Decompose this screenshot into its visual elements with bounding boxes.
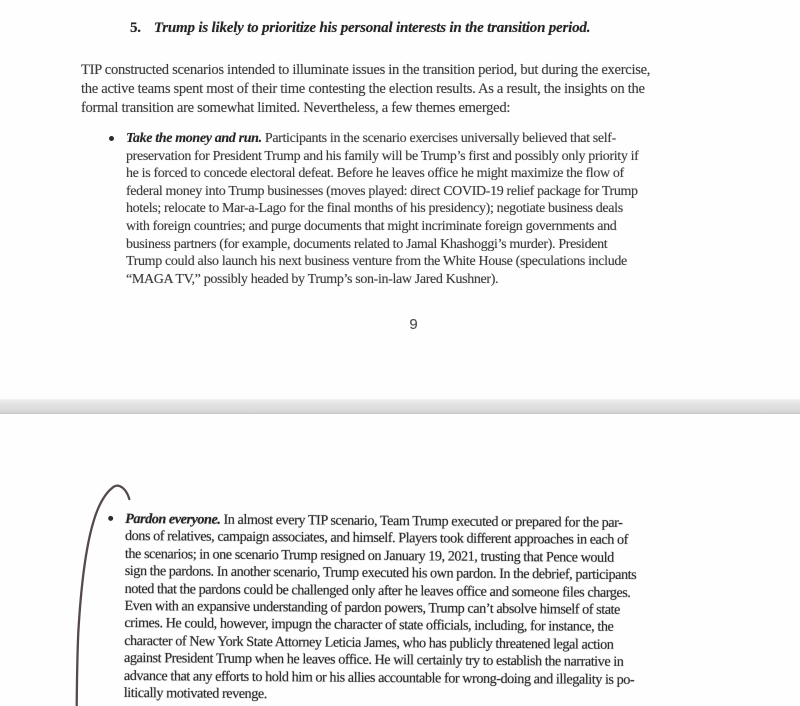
- text-line: sign the pardons. In another scenario, Trump executed his own pardon. In the debrief, participants: [124, 563, 637, 584]
- bullet-label: Pardon everyone.: [125, 510, 221, 528]
- intro-paragraph: [81, 61, 771, 118]
- text-line: business partners (for example, documents related to Jamal Khashoggi’s murder). President: [126, 236, 608, 252]
- bullet-first-line-text: Participants in the scenario exercises universally believed that self-: [261, 131, 616, 146]
- section-heading-number: 5.: [130, 20, 141, 36]
- text-line: the scenarios; in one scenario Trump resigned on January 19, 2021, trusting that Pence would: [124, 545, 614, 566]
- bullet-pardon-everyone: [124, 511, 751, 706]
- text-line: with foreign countries; and purge documents that might incriminate foreign governments and: [126, 218, 617, 234]
- bullet-first-line-text: In almost every TIP scenario, Team Trump executed or prepared for the par-: [220, 511, 623, 531]
- text-line: Trump could also launch his next business venture from the White House (speculations include: [126, 254, 627, 270]
- text-line: character of New York State Attorney Leticia James, who has publicly threatened legal action: [124, 632, 614, 653]
- text-line: noted that the pardons could be challenged only after he leaves office and someone files charges.: [124, 580, 631, 601]
- text-line: hotels; relocate to Mar-a-Lago for the final months of his presidency); negotiate business deals: [126, 201, 623, 217]
- text-line: federal money into Trump businesses (moves played: direct COVID-19 relief package for Trump: [126, 183, 638, 199]
- text-line: litically motivated revenge.: [123, 685, 267, 703]
- section-heading: [130, 0, 800, 37]
- text-line: formal transition are somewhat limited. Nevertheless, a few themes emerged:: [81, 100, 511, 116]
- bullet-first-line: [126, 130, 756, 148]
- text-line: Even with an expansive understanding of pardon powers, Trump can’t absolve himself of state: [124, 598, 620, 618]
- text-line: “MAGA TV,” possibly headed by Trump’s son-in-law Jared Kushner).: [126, 271, 499, 287]
- bullet-dot-icon: [108, 516, 113, 521]
- text-line: against President Trump when he leaves office. He will certainly try to establish the narrative in: [124, 650, 624, 671]
- page-break-divider: [0, 399, 800, 414]
- bullet-label: Take the money and run.: [126, 131, 262, 146]
- text-line: he is forced to concede electoral defeat. Before he leaves office he might maximize the flow of: [126, 166, 624, 182]
- bullet-take-the-money: [126, 130, 756, 288]
- page-2-content: [0, 414, 800, 706]
- text-line: advance that any efforts to hold him or his allies accountable for wrong-doing and illegality is po-: [123, 667, 635, 688]
- text-line: TIP constructed scenarios intended to illuminate issues in the transition period, but during the exercise,: [81, 62, 651, 78]
- text-line: crimes. He could, however, impugn the character of state officials, including, for instance, the: [124, 615, 614, 636]
- section-heading-text: Trump is likely to prioritize his personal interests in the transition period.: [153, 20, 591, 36]
- bullet-dot-icon: [109, 136, 114, 141]
- curve-stroke: [77, 485, 130, 706]
- page-number: 9: [409, 316, 418, 334]
- text-line: preservation for President Trump and his family will be Trump’s first and possibly only priority if: [126, 148, 639, 164]
- bullet-body: [124, 528, 751, 706]
- bullet-body: [126, 148, 756, 289]
- document-page-2: [0, 414, 800, 706]
- text-line: the active teams spent most of their time contesting the election results. As a result, the insights on the: [81, 81, 645, 97]
- text-line: dons of relatives, campaign associates, and himself. Players took different approaches in each of: [124, 528, 629, 549]
